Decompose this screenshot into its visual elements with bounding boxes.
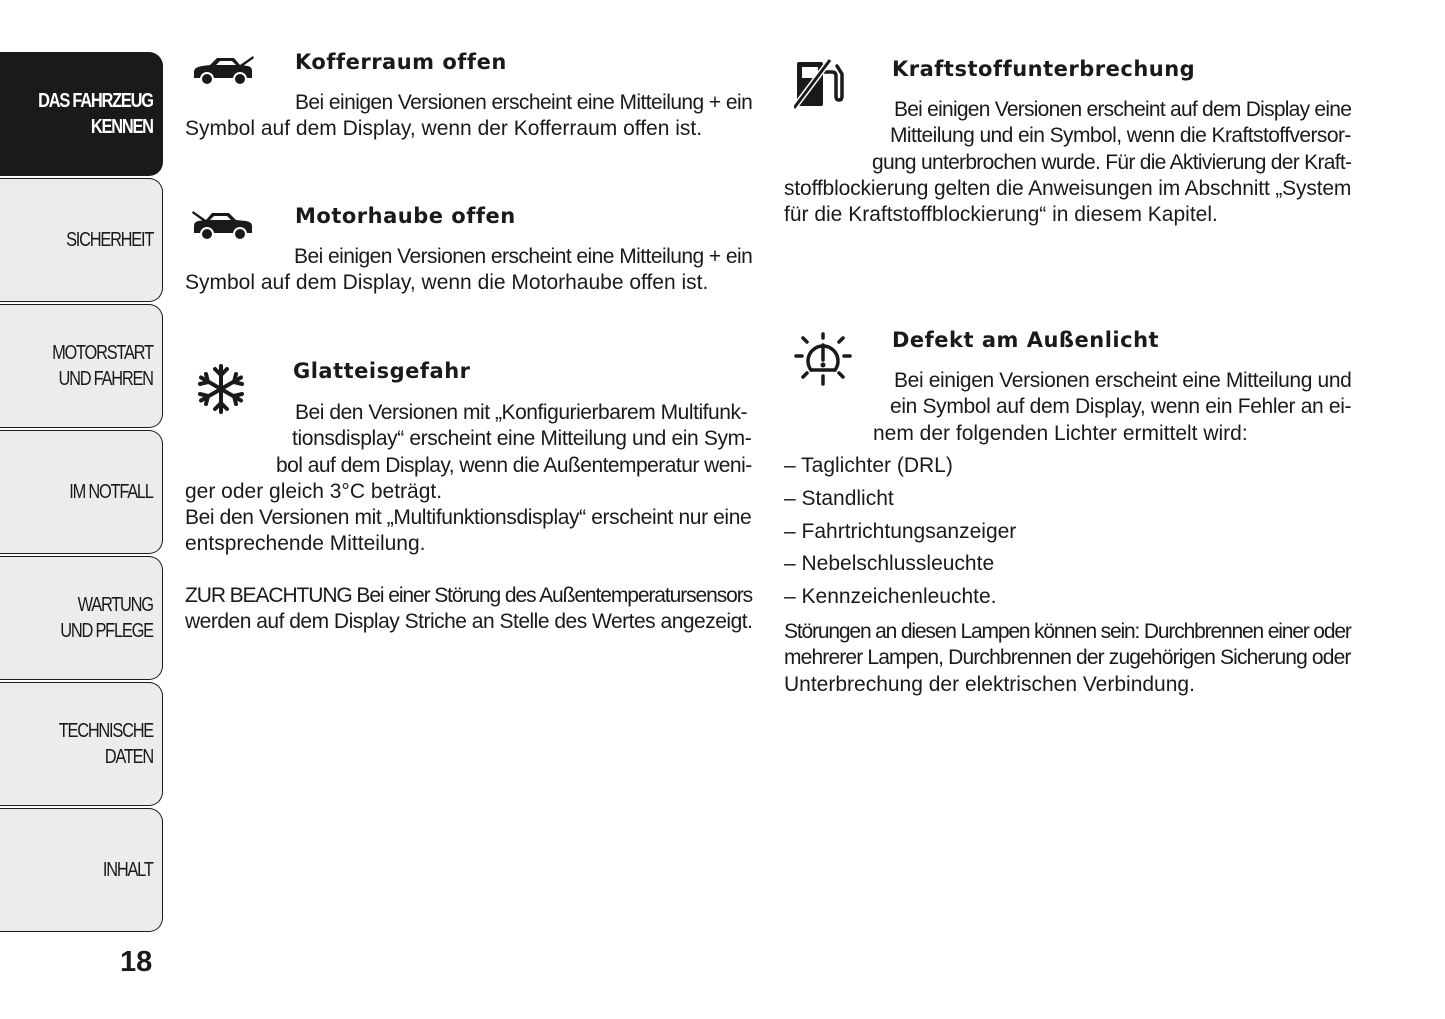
tab-label: TECHNISCHE DATEN — [58, 720, 153, 768]
paragraph-kofferraum — [185, 90, 752, 143]
car-trunk-open-icon — [190, 52, 256, 88]
tab-im-notfall[interactable] — [0, 430, 163, 554]
paragraph-zur-beachtung — [185, 583, 752, 636]
text-line: Mitteilung und ein Symbol, wenn die Kraftstoffversor- — [890, 124, 1351, 148]
text-line: Bei den Versionen mit „Multifunktionsdisplay“ erscheint nur eine — [185, 506, 752, 530]
text-line: stoffblockierung gelten die Anweisungen im Abschnitt „System — [784, 176, 1352, 200]
section-title-kofferraum: Kofferraum offen — [295, 50, 507, 74]
section-title-aussenlicht: Defekt am Außenlicht — [892, 328, 1160, 352]
text-line: ein Symbol auf dem Display, wenn ein Fehler an ei- — [890, 395, 1352, 419]
tab-label: INHALT — [103, 859, 153, 881]
tab-motorstart-und-fahren[interactable] — [0, 304, 163, 428]
text-line: Bei den Versionen mit „Konfigurierbarem Multifunk- — [295, 401, 748, 424]
list-item: – Kennzeichenleuchte. — [784, 585, 997, 608]
text-line: Bei einigen Versionen erscheint eine Mitteilung + ein — [295, 91, 753, 114]
text-line: Unterbrechung der elektrischen Verbindung. — [784, 672, 1195, 696]
tab-label: WARTUNG UND PFLEGE — [60, 594, 153, 642]
page-number: 18 — [120, 946, 153, 978]
text-line: Bei einigen Versionen erscheint eine Mitteilung und — [894, 369, 1352, 392]
list-item: – Fahrtrichtungsanzeiger — [784, 520, 1017, 543]
tab-label: DAS FAHRZEUG KENNEN — [38, 90, 153, 138]
text-line: ZUR BEACHTUNG Bei einer Störung des Außentemperatursensors — [185, 584, 753, 607]
tab-label: IM NOTFALL — [69, 481, 153, 503]
list-item: – Nebelschlussleuchte — [784, 552, 995, 575]
tab-das-fahrzeug-kennen[interactable] — [0, 52, 163, 176]
text-line: Symbol auf dem Display, wenn die Motorhaube offen ist. — [185, 271, 709, 295]
text-line: Bei einigen Versionen erscheint eine Mitteilung + ein — [294, 245, 753, 268]
text-line: Bei einigen Versionen erscheint auf dem Display eine — [894, 98, 1352, 121]
text-line: werden auf dem Display Striche an Stelle des Wertes angezeigt. — [185, 610, 753, 634]
text-line: entsprechende Mitteilung. — [185, 532, 426, 556]
tab-inhalt[interactable] — [0, 808, 163, 932]
tab-wartung-und-pflege[interactable] — [0, 556, 163, 680]
text-line: für die Kraftstoffblockierung“ in diesem Kapitel. — [784, 203, 1218, 227]
tab-label: MOTORSTART UND FAHREN — [52, 342, 153, 390]
tab-technische-daten[interactable] — [0, 682, 163, 806]
list-item: – Taglichter (DRL) — [784, 454, 953, 477]
paragraph-aussenlicht — [784, 368, 1351, 447]
tab-label: SICHERHEIT — [65, 229, 153, 251]
text-line: bol auf dem Display, wenn die Außentemperatur weni- — [276, 453, 752, 477]
tab-sicherheit[interactable] — [0, 178, 163, 302]
text-line: nem der folgenden Lichter ermittelt wird: — [873, 421, 1248, 445]
car-hood-open-icon — [190, 207, 256, 243]
section-title-kraftstoff: Kraftstoffunterbrechung — [892, 57, 1196, 81]
text-line: Symbol auf dem Display, wenn der Kofferraum offen ist. — [185, 117, 703, 141]
text-line: gung unterbrochen wurde. Für die Aktivierung der Kraft- — [872, 150, 1352, 174]
text-line: mehrerer Lampen, Durchbrennen der zugehörigen Sicherung oder — [784, 646, 1351, 670]
section-title-motorhaube: Motorhaube offen — [295, 204, 516, 228]
section-title-glatteisgefahr: Glatteisgefahr — [293, 359, 471, 383]
list-item: – Standlicht — [784, 487, 894, 510]
paragraph-stoerungen — [784, 619, 1351, 698]
text-line: Störungen an diesen Lampen können sein: Durchbrennen einer oder — [784, 620, 1351, 643]
paragraph-glatteisgefahr — [185, 400, 752, 558]
text-line: ger oder gleich 3°C beträgt. — [185, 479, 443, 503]
paragraph-kraftstoff — [784, 97, 1351, 228]
paragraph-motorhaube — [185, 244, 752, 297]
text-line: tionsdisplay“ erscheint eine Mitteilung und ein Sym- — [292, 427, 752, 451]
